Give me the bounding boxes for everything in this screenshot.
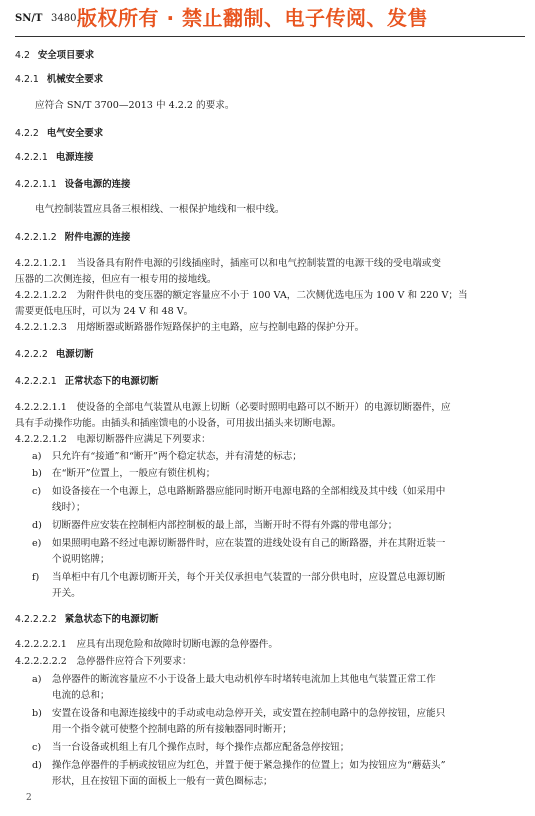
list-item-text: 急停器件的断流容量应不小于设备上最大电动机停车时堵转电流加上其他电气装置正常工作	[52, 674, 436, 685]
standard-code: SN/T	[15, 13, 43, 24]
section-title: 电气安全要求	[46, 128, 104, 139]
paragraph-line: 4.2.2.1.2.3 用熔断器或断路器作短路保护的主电路，应与控制电路的保护分开。	[15, 322, 365, 333]
list-item-text: 如设备接在一个电源上，总电路断路器应能同时断开电源电路的全部相线及其中线（如采用中	[52, 486, 446, 497]
section-title: 设备电源的连接	[64, 179, 131, 190]
list-item-text: 线时）；	[52, 502, 86, 513]
paragraph-line: 4.2.2.2.2.1 应具有出现危险和故障时切断电源的急停器件。	[15, 639, 278, 650]
section-heading	[15, 349, 523, 360]
list-marker: e)	[32, 538, 42, 549]
section-heading	[15, 376, 523, 387]
list-marker: a)	[32, 674, 42, 685]
paragraph-line: 具有手动操作功能。由插头和插座馈电的小设备，可用拔出插头来切断电源。	[15, 418, 342, 429]
list-item	[15, 502, 535, 514]
list-item	[15, 588, 535, 600]
list-marker: d)	[32, 760, 42, 771]
page-header	[15, 6, 525, 40]
list-item-text: 形状，且在按钮下面的面板上一般有一黄色圈标志；	[52, 776, 273, 787]
list-item-text: 如果照明电路不经过电源切断器件时，应在装置的进线处设有自己的断路器，并在其附近装一	[52, 538, 446, 549]
list-item-text: 操作急停器件的手柄或按钮应为红色，并置于便于紧急操作的位置上；如为按钮应为“蘑菇头”	[52, 760, 446, 771]
list-item	[15, 554, 535, 566]
list-marker: a)	[32, 451, 42, 462]
section-title: 附件电源的连接	[64, 232, 131, 243]
paragraph-line: 需要更低电压时，可以为 24 V 和 48 V。	[15, 306, 194, 317]
list-marker: f)	[32, 572, 40, 583]
list-item	[15, 742, 535, 754]
list-item	[15, 520, 535, 532]
list-item-text: 只允许有“接通”和“断开”两个稳定状态，并有清楚的标志；	[52, 451, 302, 462]
paragraph-line: 电气控制装置应具备三根相线、一根保护地线和一根中线。	[35, 204, 285, 215]
list-item	[15, 468, 535, 480]
paragraph-line: 4.2.2.1.2.2 为附件供电的变压器的额定容量应不小于 100 VA，二次侧优选电压为 100 V 和 220 V；当	[15, 290, 468, 301]
section-number: 4.2.2.1.1	[15, 179, 57, 190]
list-item	[15, 690, 535, 702]
section-title: 电源连接	[55, 152, 94, 163]
list-item	[15, 760, 535, 772]
list-item-text: 切断器件应安装在控制柜内部控制板的最上部，当断开时不得有外露的带电部分；	[52, 520, 398, 531]
section-title: 正常状态下的电源切断	[64, 376, 159, 387]
section-number: 4.2.2	[15, 128, 39, 139]
list-item-text: 在“断开”位置上，一般应有锁住机构；	[52, 468, 216, 479]
section-number: 4.2.1	[15, 74, 39, 85]
section-heading	[15, 614, 523, 625]
list-item	[15, 674, 535, 686]
list-marker: b)	[32, 468, 42, 479]
paragraph-line: 4.2.2.1.2.1 当设备具有附件电源的引线插座时，插座可以和电气控制装置的电源干线的受电端或变	[15, 258, 442, 269]
list-item-text: 用一个指令就可使整个控制电路的所有接触器同时断开；	[52, 724, 292, 735]
list-marker: b)	[32, 708, 42, 719]
section-number: 4.2	[15, 50, 30, 61]
section-heading	[15, 74, 523, 85]
paragraph-line: 压器的二次侧连接，但应有一根专用的接地线。	[15, 274, 217, 285]
section-title: 机械安全要求	[46, 74, 104, 85]
list-marker: d)	[32, 520, 42, 531]
section-number: 4.2.2.2.1	[15, 376, 57, 387]
section-title: 紧急状态下的电源切断	[64, 614, 159, 625]
list-item-text: 安置在设备和电源连接线中的手动或电动急停开关，或安置在控制电路中的急停按钮，应能只	[52, 708, 446, 719]
list-item	[15, 451, 535, 463]
section-heading	[15, 179, 523, 190]
page-number: 2	[26, 793, 32, 803]
paragraph-line: 4.2.2.2.1.1 使设备的全部电气装置从电源上切断（必要时照明电路可以不断开）的电源切断器件，应	[15, 402, 451, 413]
list-item-text: 开关。	[52, 588, 81, 599]
section-heading	[15, 50, 523, 61]
header-rule	[15, 36, 525, 37]
list-marker: c)	[32, 486, 42, 497]
list-item	[15, 724, 535, 736]
list-item-text: 当单柜中有几个电源切断开关，每个开关仅承担电气装置的一部分供电时，应设置总电源切断	[52, 572, 446, 583]
section-title: 安全项目要求	[37, 50, 95, 61]
section-number: 4.2.2.2.2	[15, 614, 57, 625]
list-item-text: 电流的总和；	[52, 690, 110, 701]
copyright-watermark: 版权所有 · 禁止翻制、电子传阅、发售	[77, 6, 429, 30]
list-item-text: 当一台设备或机组上有几个操作点时，每个操作点都应配备急停按钮；	[52, 742, 350, 753]
section-number: 4.2.2.1	[15, 152, 48, 163]
section-heading	[15, 232, 523, 243]
section-heading	[15, 128, 523, 139]
list-item	[15, 776, 535, 788]
list-item-text: 个说明铭牌；	[52, 554, 110, 565]
standard-number: 3480.	[51, 13, 80, 24]
section-number: 4.2.2.2	[15, 349, 48, 360]
paragraph-line: 4.2.2.2.1.2 电源切断器件应满足下列要求：	[15, 434, 211, 445]
list-item	[15, 572, 535, 584]
section-title: 电源切断	[55, 349, 94, 360]
section-number: 4.2.2.1.2	[15, 232, 57, 243]
list-item	[15, 486, 535, 498]
list-marker: c)	[32, 742, 42, 753]
paragraph-line: 4.2.2.2.2.2 急停器件应符合下列要求：	[15, 656, 192, 667]
list-item	[15, 538, 535, 550]
paragraph-line: 应符合 SN/T 3700—2013 中 4.2.2 的要求。	[35, 100, 235, 111]
list-item	[15, 708, 535, 720]
section-heading	[15, 152, 523, 163]
